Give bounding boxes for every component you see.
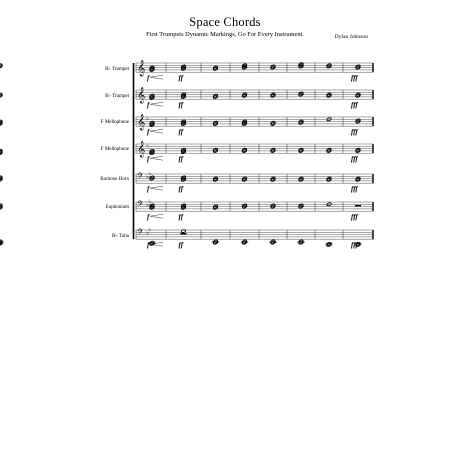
dynamic-fortississimo-mellophone-1: fff	[351, 128, 358, 137]
dynamic-fortissimo-trumpet-1: ff	[178, 74, 184, 83]
instrument-label-trumpet-1: B♭ Trumpet	[105, 67, 129, 72]
key-signature-flat-icon: ♭	[146, 230, 149, 237]
crescendo-hairpin-trumpet-2	[150, 104, 163, 106]
crescendo-hairpin-baritone-horn	[150, 186, 163, 188]
dynamic-forte-trumpet-1: f	[147, 74, 150, 83]
composer-name: Dylan Johnson	[334, 34, 368, 40]
key-signature-flat-icon: ♭	[146, 115, 149, 123]
treble-clef-icon: 𝄞	[137, 60, 146, 77]
bass-clef-icon: 𝄢	[137, 200, 144, 212]
dynamic-fortississimo-mellophone-2: fff	[351, 155, 358, 164]
dynamic-fortississimo-trumpet-2: fff	[351, 101, 358, 110]
dynamic-fortissimo-tuba: ff	[178, 241, 184, 250]
crescendo-hairpin-euphonium	[150, 214, 163, 216]
key-signature-flat-icon: ♭	[146, 174, 149, 181]
bass-clef-icon: 𝄢	[137, 172, 144, 184]
crescendo-hairpin-euphonium	[150, 216, 163, 218]
crescendo-hairpin-trumpet-2	[150, 102, 163, 104]
dynamic-fortissimo-mellophone-2: ff	[178, 155, 184, 164]
dynamic-fortississimo-euphonium: fff	[351, 213, 358, 222]
instrument-label-trumpet-2: B♭ Trumpet	[105, 94, 129, 99]
score-title: Space Chords	[189, 15, 261, 29]
dynamic-forte-euphonium: f	[147, 213, 150, 222]
whole-rest-icon	[181, 233, 187, 234]
dynamic-fortissimo-baritone-horn: ff	[178, 185, 184, 194]
treble-clef-icon: 𝄞	[137, 114, 146, 131]
instrument-label-baritone-horn: Baritone Horn	[100, 177, 129, 182]
instrument-label-euphonium: Euphonium	[105, 205, 129, 210]
dynamic-forte-tuba: f	[147, 241, 150, 250]
key-signature-flat-icon: ♭	[148, 198, 152, 206]
crescendo-hairpin-mellophone-1	[150, 129, 163, 131]
dynamic-fortississimo-trumpet-1: fff	[351, 74, 358, 83]
dynamic-forte-baritone-horn: f	[147, 185, 150, 194]
bass-clef-icon: 𝄢	[137, 228, 144, 240]
whole-rest-icon	[355, 205, 361, 206]
crescendo-hairpin-trumpet-1	[150, 77, 163, 79]
dynamic-fortississimo-tuba: fff	[351, 241, 358, 250]
crescendo-hairpin-mellophone-2	[150, 156, 163, 158]
dynamic-fortissimo-trumpet-2: ff	[178, 101, 184, 110]
instrument-label-mellophone-1: F Mellophone	[100, 120, 129, 125]
crescendo-hairpin-mellophone-1	[150, 131, 163, 133]
key-signature-flat-icon: ♭	[146, 142, 149, 150]
dynamic-forte-trumpet-2: f	[147, 101, 150, 110]
dynamic-fortissimo-euphonium: ff	[178, 213, 184, 222]
score-subtitle: First Trumpets Dynamic Markings, Go For Every Instrument.	[146, 31, 304, 38]
dynamic-fortissimo-mellophone-1: ff	[178, 128, 184, 137]
dynamic-forte-mellophone-2: f	[147, 155, 150, 164]
crescendo-hairpin-mellophone-2	[150, 158, 163, 160]
dynamic-fortississimo-baritone-horn: fff	[351, 185, 358, 194]
key-signature-flat-icon: ♭	[148, 226, 152, 234]
treble-clef-icon: 𝄞	[137, 141, 146, 158]
instrument-label-mellophone-2: F Mellophone	[100, 147, 129, 152]
crescendo-hairpin-baritone-horn	[150, 188, 163, 190]
instrument-label-tuba: B♭ Tuba	[112, 234, 129, 239]
treble-clef-icon: 𝄞	[137, 87, 146, 104]
crescendo-hairpin-trumpet-1	[150, 75, 163, 77]
key-signature-flat-icon: ♭	[146, 202, 149, 209]
whole-note	[181, 229, 186, 233]
dynamic-forte-mellophone-1: f	[147, 128, 150, 137]
key-signature-flat-icon: ♭	[148, 170, 152, 178]
